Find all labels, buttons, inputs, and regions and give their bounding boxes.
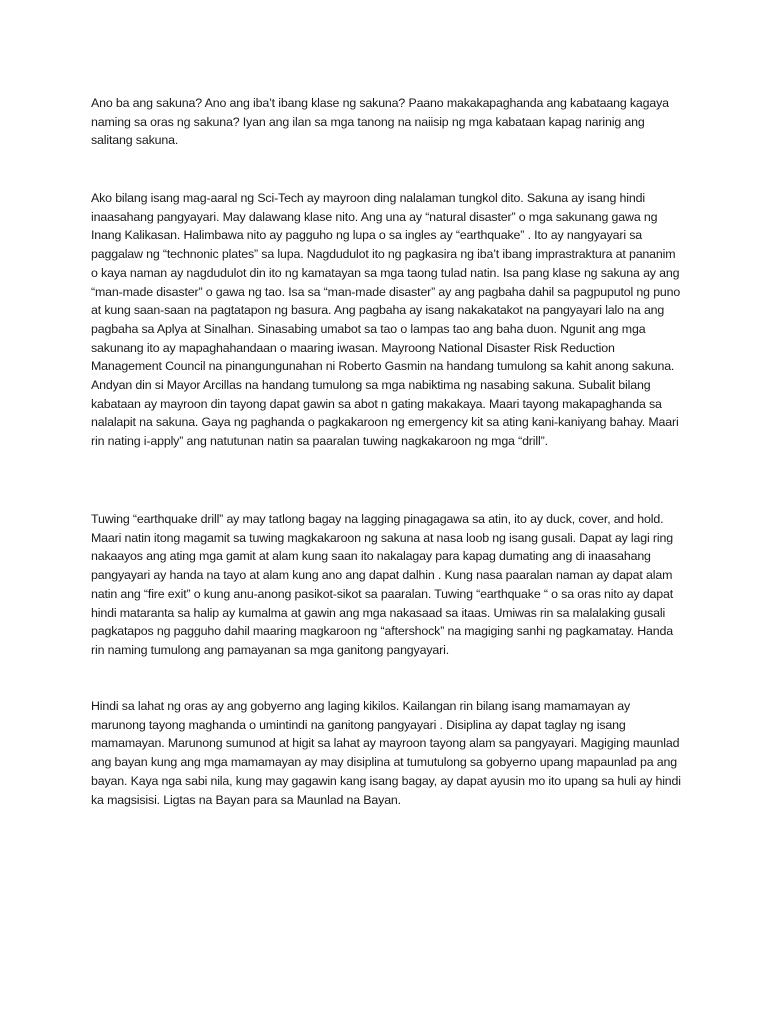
paragraph-earthquake-drill: Tuwing “earthquake drill” ay may tatlong bagay na lagging pinagagawa sa atin, ito ay duck, cover, and hold. Maari natin itong magamit sa tuwing magkakaroon ng sakuna at nasa loob ng isang gusali. Dapat ay lagi ring nakaayos ang ating mga gamit at alam kung saan ito nakalagay para kapag dumating ang di inaasahang pangyayari ay handa na tayo at alam kung ano ang dapat dalhin . Kung nasa paaralan naman ay dapat alam natin ang “fire exit” o kung anu-anong pasikot-sikot sa paaralan. Tuwing “earthquake “ o sa oras nito ay dapat hindi mataranta sa halip ay kumalma at gawin ang mga nakasaad sa itaas. Umiwas rin sa malalaking gusali pagkatapos ng pagguho dahil maaring magkaroon ng “aftershock” na magiging sanhi ng pagkamatay. Handa rin naming tumulong ang pamayanan sa mga ganitong pangyayari. <box>91 512 674 657</box>
paragraph-conclusion: Hindi sa lahat ng oras ay ang gobyerno ang laging kikilos. Kailangan rin bilang isang mamamayan ay marunong tayong maghanda o umintindi na ganitong pangyayari . Disiplina ay dapat taglay ng isang mamamayan. Marunong sumunod at higit sa lahat ay mayroon tayong alam sa pangyayari. Magiging maunlad ang bayan kung ang mga mamamayan ay may disiplina at tumutulong sa gobyerno upang mapaunlad pa ang bayan. Kaya nga sabi nila, kung may gagawin kang isang bagay, ay dapat ayusin mo ito upang sa huli ay hindi ka magsisisi. Ligtas na Bayan para sa Maunlad na Bayan. <box>91 699 681 807</box>
paragraph-intro: Ano ba ang sakuna? Ano ang iba’t ibang klase ng sakuna? Paano makakapaghanda ang kabataang kagaya naming sa oras ng sakuna? Iyan ang ilan sa mga tanong na naiisip ng mga kabataan kapag narinig ang salitang sakuna. <box>91 96 669 148</box>
paragraph-disaster-types: Ako bilang isang mag-aaral ng Sci-Tech ay mayroon ding nalalaman tungkol dito. Sakuna ay isang hindi inaasahang pangyayari. May dalawang klase nito. Ang una ay “natural disaster” o mga sakunang gawa ng Inang Kalikasan. Halimbawa nito ay pagguho ng lupa o sa ingles ay “earthquake” . Ito ay nangyayari sa paggalaw ng “technonic plates” sa lupa. Nagdudulot ito ng pagkasira ng iba’t ibang imprastraktura at pananim o kaya naman ay nagdudulot din ito ng kamatayan sa mga taong tulad natin. Isa pang klase ng sakuna ay ang “man-made disaster” o gawa ng tao. Isa sa “man-made disaster” ay ang pagbaha dahil sa pagpuputol ng puno at kung saan-saan na pagtatapon ng basura. Ang pagbaha ay isang nakakatakot na pangyayari lalo na ang pagbaha sa Aplya at Sinalhan. Sinasabing umabot sa tao o lampas tao ang baha duon. Ngunit ang mga sakunang ito ay mapaghahandaan o maaring iwasan. Mayroong National Disaster Risk Reduction Management Council na pinangungunahan ni Roberto Gasmin na handang tumulong sa kahit anong sakuna. Andyan din si Mayor Arcillas na handang tumulong sa mga nabiktima ng nasabing sakuna. Subalit bilang kabataan ay mayroon din tayong dapat gawin sa abot n gating makakaya. Maari tayong makapaghanda sa nalalapit na sakuna. Gaya ng paghanda o pagkakaroon ng emergency kit sa ating kani-kaniyang bahay. Maari rin nating i-apply” ang natutunan natin sa paaralan tuwing nagkakaroon ng mga “drill”. <box>91 191 681 449</box>
